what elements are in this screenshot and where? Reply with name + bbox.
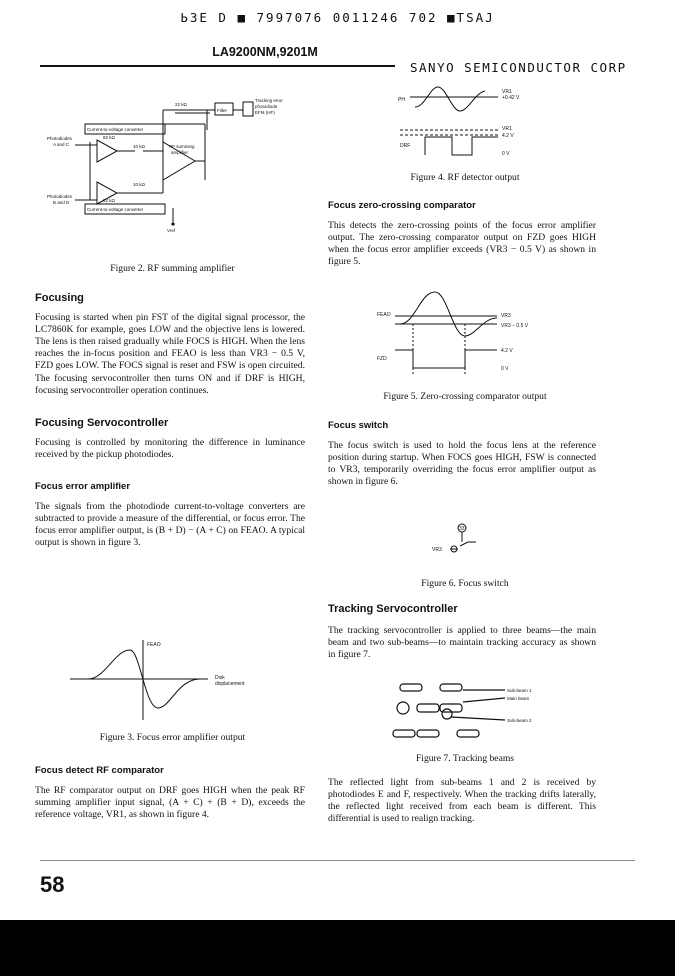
- focus-switch-paragraph: The focus switch is used to hold the focus lens at the reference position during startup. When FOCS goes HIGH, FSW is connected to VR3, temporarily overriding the focus error amplifier output as shown in figure 6.: [328, 440, 596, 488]
- vr3-label-fig6: VR3: [432, 547, 442, 553]
- sub-beam-2-label: Sub-beam 2: [507, 718, 532, 723]
- vr1-mid-label: VR1: [502, 126, 512, 132]
- zero-crossing-output-graph: [375, 288, 555, 378]
- resistor-82k-bottom-label: 82 kΩ: [103, 198, 115, 203]
- vr1-top-value: +0.42 V: [502, 95, 520, 101]
- zero-volt-label: 0 V: [502, 151, 510, 157]
- figure-5-caption: Figure 5. Zero-crossing comparator output: [383, 391, 547, 402]
- focus-error-output-graph: [60, 638, 300, 720]
- vref-node-icon: [171, 222, 174, 225]
- company-name: SANYO SEMICONDUCTOR CORP: [410, 60, 627, 75]
- focus-switch-section: [328, 420, 596, 488]
- voltage-4-2-label: 4.2 V: [502, 133, 514, 139]
- disk-label-2: displacement: [215, 681, 245, 687]
- tracking-label-1: Tracking error: [255, 98, 283, 103]
- drf-label: DRF: [400, 143, 411, 149]
- focus-switch-heading: Focus switch: [328, 420, 389, 431]
- photodiode-ac-label-2: A and C: [53, 142, 70, 147]
- vr3-label: VR3: [501, 313, 511, 319]
- vr3-minus-label: VR3 − 0.5 V: [501, 323, 529, 329]
- scan-border-bar: [0, 920, 675, 976]
- sub-beam-1-label: Sub-beam 1: [507, 688, 532, 693]
- feao-label: FEAO: [147, 642, 161, 648]
- tracking-beams-diagram: [385, 680, 555, 742]
- document-code-line: Ь3E D ■ 7997076 0011246 702 ■TSAJ: [180, 10, 495, 25]
- rf-amp-label-2: amplifier: [171, 150, 189, 155]
- figure-7-caption: Figure 7. Tracking beams: [415, 753, 515, 764]
- focusing-heading: Focusing: [35, 292, 84, 304]
- zero-crossing-section: [328, 200, 596, 268]
- photodiode-bd-label-2: B and D: [53, 200, 70, 205]
- pin-33-label: 33: [459, 526, 465, 532]
- resistor-10k-top-label: 10 kΩ: [133, 144, 145, 149]
- figure-6-caption: Figure 6. Focus switch: [421, 578, 509, 589]
- tracking-label-2: photodiode: [255, 104, 278, 109]
- zero-crossing-heading: Focus zero-crossing comparator: [328, 200, 476, 211]
- focus-detect-section: [35, 765, 305, 821]
- photodiode-bd-label-1: Photodiodes: [47, 194, 73, 199]
- tracking-section: [328, 603, 596, 661]
- zero-crossing-paragraph: This detects the zero-crossing points of the focus error amplifier output. The zero-crossing comparator output on FZD goes HIGH when the focus error amplifier exceeds (VR3 − 0.5 V) as shown in figure 5.: [328, 220, 596, 268]
- part-number: LA9200NM,9201M: [212, 45, 318, 59]
- focus-error-amplifier-paragraph: The signals from the photodiode current-to-voltage converters are subtracted to provide a measure of the differential, or focus error. The focus error amplifier output, is (B + D) − (A + C) on FEAO. A typical output is shown in figure 3.: [35, 501, 305, 549]
- figure-3-caption: Figure 3. Focus error amplifier output: [99, 732, 246, 743]
- photodiode-ac-label-1: Photodiodes: [47, 136, 73, 141]
- resistor-10k-bottom-label: 10 kΩ: [133, 182, 145, 187]
- ph-label: PH: [398, 97, 405, 103]
- disk-label-1: Disk: [215, 675, 225, 681]
- zero-volt-label-fig5: 0 V: [501, 366, 509, 372]
- converter-top-label: Current-to-voltage converter: [87, 127, 144, 132]
- filter-label: Filter: [217, 108, 227, 113]
- left-column: [35, 292, 305, 550]
- page-number: 58: [40, 872, 65, 897]
- resistor-82k-top-label: 82 kΩ: [103, 135, 115, 140]
- figure-2-caption: Figure 2. RF summing amplifier: [110, 263, 235, 274]
- tracking-detail-paragraph: The reflected light from sub-beams 1 and 2 is received by photodiodes E and F, respectively. When the tracking drifts laterally, the reflected light received from each beam is different. This differential is used to realign tracking.: [328, 777, 596, 825]
- resistor-22k-label: 22 kΩ: [175, 102, 187, 107]
- rf-amp-label-1: RF summing: [169, 144, 195, 149]
- vref-label: Vref: [167, 228, 176, 233]
- tracking-label-3: EFM (HF): [255, 110, 275, 115]
- focus-error-amplifier-heading: Focus error amplifier: [35, 481, 131, 493]
- focusing-servocontroller-heading: Focusing Servocontroller: [35, 416, 169, 429]
- footer-rule: [40, 860, 635, 861]
- vr1-top-label: VR1: [502, 89, 512, 95]
- focus-detect-paragraph: The RF comparator output on DRF goes HIGH when the peak RF summing amplifier input signal, (A + C) + (B + D), exceeds the reference voltage, VR1, as shown in figure 4.: [35, 785, 305, 821]
- figure-4-caption: Figure 4. RF detector output: [410, 172, 520, 183]
- tracking-heading: Tracking Servocontroller: [328, 603, 458, 615]
- converter-bottom-label: Current-to-voltage converter: [87, 207, 144, 212]
- tracking-paragraph: The tracking servocontroller is applied to three beams—the main beam and two sub-beams—to maintain tracking accuracy as shown in figure 7.: [328, 625, 596, 661]
- feao-label-fig5: FEAO: [377, 312, 391, 318]
- focusing-paragraph: Focusing is started when pin FST of the digital signal processor, the LC7860K for example, goes LOW and the objective lens is lowered. The lens is then raised gradually while FOCS is HIGH. When the lens reaches the in-focus position and FEAO is less than VR3 − 0.5 V, FZD goes LOW. The FOCS signal is reset and FSW is open circuited. The focusing servocontroller then turns ON and if DRF is HIGH, focusing servocontroller operation continues.: [35, 312, 305, 396]
- rf-summing-amplifier-schematic: [45, 90, 305, 240]
- focusing-servocontroller-paragraph: Focusing is controlled by monitoring the difference in luminance received by the pickup photodiodes.: [35, 436, 305, 460]
- header-rule: [40, 65, 395, 67]
- main-beam-label: Main beam: [507, 696, 530, 701]
- voltage-4-2-label-fig5: 4.2 V: [501, 348, 513, 354]
- focus-switch-diagram: [420, 522, 510, 562]
- rf-detector-output-graph: [390, 85, 540, 165]
- focus-detect-heading: Focus detect RF comparator: [35, 765, 164, 776]
- fzd-label: FZD: [377, 356, 387, 362]
